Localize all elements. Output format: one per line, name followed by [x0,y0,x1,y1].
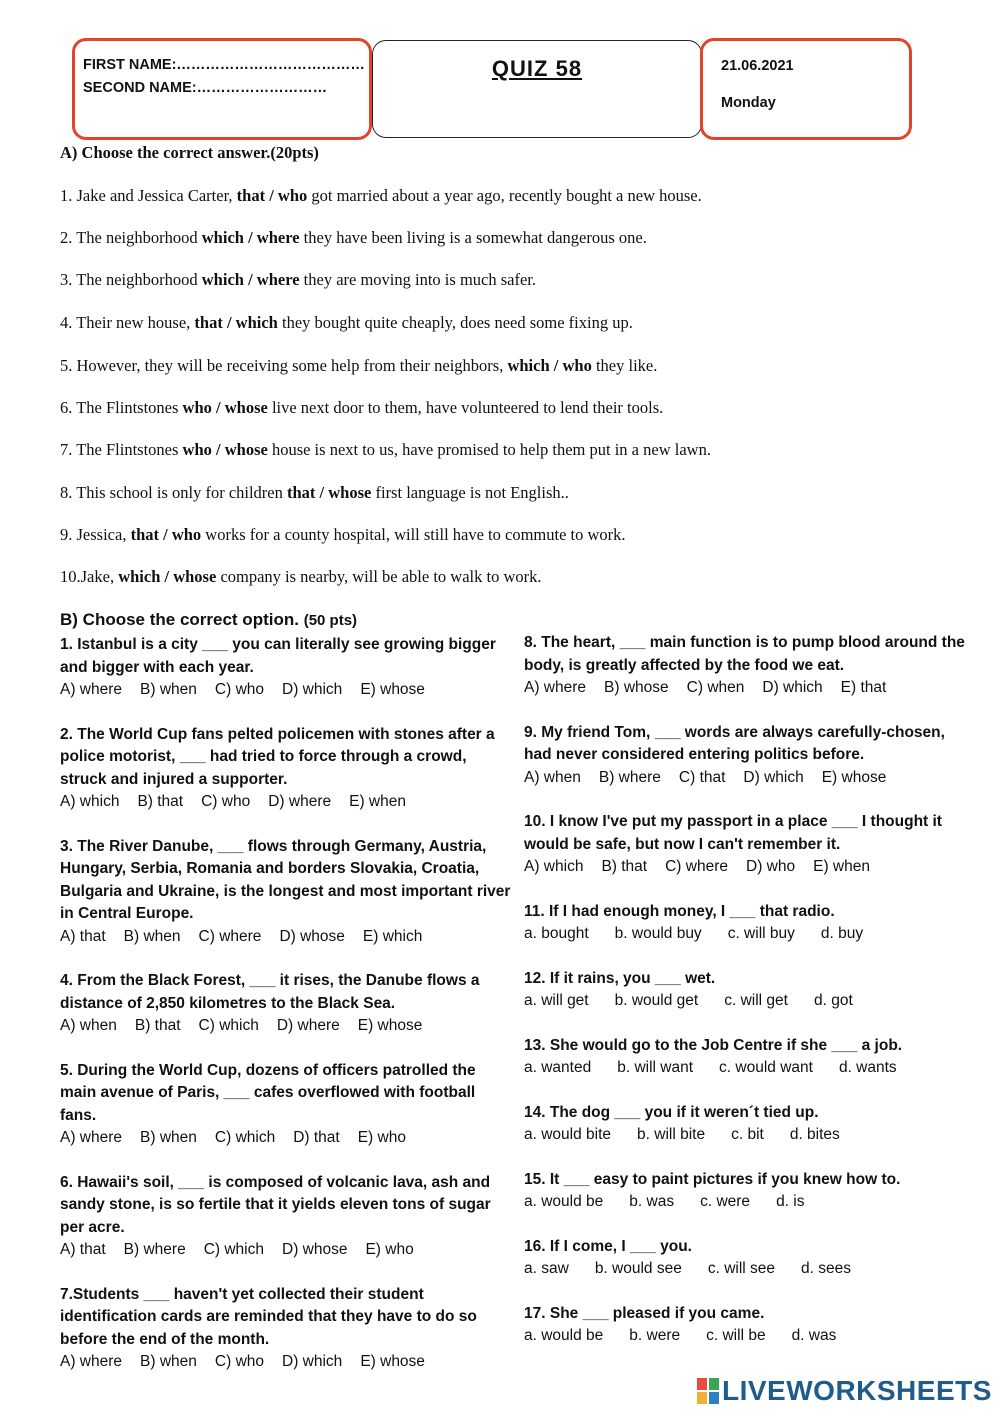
question-a-item [60,313,633,333]
first-name-field[interactable]: FIRST NAME:………………………………… [83,57,365,73]
option[interactable]: C) who [214,681,265,698]
question-b-right-2: 10. I know I've put my passport in a place ___ I thought it would be safe, but now I can't remember it. [524,813,942,853]
option[interactable]: A) where [60,681,123,698]
question-text: 10.Jake, [60,567,119,586]
option[interactable]: E) who [365,1241,414,1258]
option[interactable]: D) who [746,858,796,875]
question-b-left-2: 3. The River Danube, ___ flows through Germany, Austria, Hungary, Serbia, Romania and borders Slovakia, Croatia, Bulgaria and Ukraine, is the longest and most important river in Central Europe. [60,837,511,922]
options-row [524,990,974,1013]
options-row [60,791,512,814]
logo-mark-icon [697,1378,719,1404]
option[interactable]: C) who [201,793,251,810]
option[interactable]: b. would get [614,992,699,1009]
section-a-title: A) Choose the correct answer.(20pts) [60,143,319,162]
option[interactable]: D) which [282,681,343,698]
option[interactable]: b. were [629,1327,681,1344]
question-a-item [60,525,626,545]
option[interactable]: b. will want [617,1059,694,1076]
option[interactable]: D) where [276,1017,340,1034]
question-b-right-7: 15. It ___ easy to paint pictures if you knew how to. [524,1170,901,1188]
logo-square-red [697,1378,707,1390]
question-b-left-5: 6. Hawaii's soil, ___ is composed of volcanic lava, ash and sandy stone, is so fertile that it yields eleven tons of sugar per acre. [60,1173,491,1236]
option[interactable]: B) where [123,1241,186,1258]
date-box [700,38,912,140]
option[interactable]: C) which [198,1017,259,1034]
option[interactable]: B) when [140,681,197,698]
option[interactable]: a. saw [524,1260,569,1277]
option[interactable]: B) that [137,793,184,810]
question-gap [60,1038,512,1060]
question-gap [524,1147,974,1169]
option[interactable]: a. would be [524,1193,604,1210]
question-gap [524,789,974,811]
options-row [60,1239,512,1262]
option[interactable]: E) when [813,858,870,875]
question-gap [524,1080,974,1102]
option[interactable]: D) which [743,768,804,786]
section-b-right-column [524,632,974,1348]
question-text: 4. Their new house, [60,313,195,332]
question-a-item [60,567,542,587]
answer-choice[interactable]: which / where [201,228,300,247]
option[interactable]: c. will see [707,1260,776,1277]
question-gap [524,1214,974,1236]
question-gap [524,700,974,722]
second-name-field[interactable]: SECOND NAME:……………………… [83,80,328,96]
logo-square-blue [709,1392,719,1404]
options-row [60,1127,512,1150]
option[interactable]: d. buy [820,925,864,942]
section-b-points: (50 pts) [303,612,358,629]
question-b-right-0: 8. The heart, ___ main function is to pump blood around the body, is greatly affected by the food we eat. [524,634,965,674]
question-gap [524,1013,974,1035]
option[interactable]: D) whose [282,1241,348,1258]
section-b-left-column [60,634,512,1374]
question-gap [60,1262,512,1284]
question-b-right-9: 17. She ___ pleased if you came. [524,1304,765,1322]
question-text: first language is not English.. [371,483,569,502]
option[interactable]: E) whose [360,681,425,698]
question-text: house is next to us, have promised to help them put in a new lawn. [267,440,711,459]
option[interactable]: B) where [598,768,661,786]
option[interactable]: c. would want [719,1059,813,1076]
question-gap [524,1281,974,1303]
quiz-title: QUIZ 58 [491,56,583,81]
options-row [524,1057,974,1080]
question-text: 5. However, they will be receiving some help from their neighbors, [60,356,508,375]
answer-choice[interactable]: that / who [130,525,202,544]
question-text: they have been living is a somewhat dangerous one. [299,228,647,247]
option[interactable]: a. bought [524,925,589,942]
option[interactable]: a. would bite [524,1126,612,1143]
option[interactable]: b. was [629,1193,675,1210]
option[interactable]: B) whose [604,679,669,696]
liveworksheets-logo [697,1375,992,1407]
option[interactable]: c. will buy [727,925,795,942]
question-gap [60,702,512,724]
option[interactable]: B) when [140,1353,197,1370]
option[interactable]: E) who [357,1129,406,1146]
answer-choice[interactable]: which / who [507,356,592,375]
option[interactable]: A) where [60,1129,123,1146]
question-b-right-6: 14. The dog ___ you if it weren´t tied up. [524,1103,819,1121]
question-b-left-6: 7.Students ___ haven't yet collected their student identification cards are reminded that they have to do so before the end of the month. [60,1285,477,1348]
option[interactable]: A) that [60,927,106,945]
option[interactable]: A) which [60,793,120,810]
option[interactable]: A) that [60,1241,106,1258]
option[interactable]: D) whose [279,927,345,945]
option[interactable]: C) that [678,768,726,786]
options-row [524,923,974,946]
option[interactable]: E) whose [357,1017,423,1034]
options-row [524,767,974,790]
option[interactable]: D) which [282,1353,343,1370]
question-gap [60,814,512,836]
option[interactable]: C) who [214,1353,265,1370]
question-text: 8. This school is only for children [60,483,288,502]
question-b-left-0: 1. Istanbul is a city ___ you can literally see growing bigger and bigger with each year. [60,636,496,676]
question-text: 9. Jessica, [60,525,131,544]
options-row [60,1015,512,1038]
question-b-left-4: 5. During the World Cup, dozens of officers patrolled the main avenue of Paris, ___ cafes overflowed with football fans. [60,1061,476,1124]
answer-choice[interactable]: who / whose [182,440,268,459]
option[interactable]: A) when [60,1017,117,1034]
day-text: Monday [721,95,776,111]
option[interactable]: E) whose [360,1353,425,1370]
option[interactable]: a. wanted [524,1059,592,1076]
section-b-title-text: B) Choose the correct option. [60,610,299,629]
logo-square-yellow [697,1392,707,1404]
option[interactable]: C) which [214,1129,276,1146]
option[interactable]: B) when [140,1129,197,1146]
logo-text: LIVEWORKSHEETS [722,1375,992,1406]
option[interactable]: E) whose [821,768,887,786]
question-a-item [60,186,702,206]
option[interactable]: a. will get [524,992,589,1009]
question-text: company is nearby, will be able to walk to work. [216,567,542,586]
question-text: got married about a year ago, recently bought a new house. [307,186,702,205]
options-row [60,926,512,949]
option[interactable]: C) which [203,1241,264,1258]
option[interactable]: B) that [134,1017,181,1034]
options-row [60,1351,512,1374]
option[interactable]: D) that [293,1129,340,1146]
question-text: 6. The Flintstones [60,398,183,417]
answer-choice[interactable]: who / whose [182,398,268,417]
question-b-right-3: 11. If I had enough money, I ___ that radio. [524,902,835,920]
question-a-item [60,398,663,418]
option[interactable]: C) where [198,927,262,945]
question-text: they are moving into is much safer. [299,270,536,289]
option[interactable]: d. sees [801,1260,852,1277]
date-text: 21.06.2021 [721,58,794,74]
question-b-right-5: 13. She would go to the Job Centre if she ___ a job. [524,1036,903,1054]
question-b-left-1: 2. The World Cup fans pelted policemen with stones after a police motorist, ___ had tried to force through a crowd, struck and injured a supporter. [60,725,495,788]
option[interactable]: b. would see [594,1260,682,1277]
option[interactable]: C) when [686,679,745,696]
question-b-left-3: 4. From the Black Forest, ___ it rises, the Danube flows a distance of 2,850 kilometres to the Black Sea. [60,972,480,1012]
question-text: 7. The Flintstones [60,440,183,459]
option[interactable]: A) which [524,858,584,875]
option[interactable]: d. got [813,992,853,1009]
option[interactable]: d. is [776,1193,805,1210]
logo-square-green [709,1378,719,1390]
question-a-item [60,356,657,376]
answer-choice[interactable]: that / who [236,186,308,205]
option[interactable]: E) when [349,793,406,810]
question-text: 3. The neighborhood [60,270,202,289]
section-b-title [60,610,357,630]
question-b-right-4: 12. If it rains, you ___ wet. [524,969,716,987]
question-a-item [60,228,647,248]
options-row [60,679,512,702]
option[interactable]: b. would buy [614,925,702,942]
option[interactable]: C) where [665,858,728,875]
question-text: 1. Jake and Jessica Carter, [60,186,237,205]
question-text: live next door to them, have volunteered to lend their tools. [267,398,664,417]
option[interactable]: B) that [601,858,648,875]
option[interactable]: A) where [524,679,587,696]
option[interactable]: c. will get [724,992,788,1009]
question-text: they bought quite cheaply, does need some fixing up. [277,313,633,332]
options-row [524,1191,974,1214]
question-b-right-1: 9. My friend Tom, ___ words are always carefully-chosen, had never considered entering politics before. [524,723,945,763]
option[interactable]: c. bit [731,1126,764,1143]
question-gap [524,879,974,901]
question-gap [524,946,974,968]
options-row [524,1325,974,1348]
option[interactable]: E) that [840,679,887,696]
answer-choice[interactable]: which / where [201,270,300,289]
question-gap [60,1150,512,1172]
option[interactable]: a. would be [524,1327,604,1344]
question-gap [60,948,512,970]
option[interactable]: A) when [524,768,581,786]
option[interactable]: A) where [60,1353,123,1370]
option[interactable]: d. wants [838,1059,897,1076]
question-a-item [60,483,569,503]
option[interactable]: E) which [362,927,423,945]
option[interactable]: d. was [791,1327,837,1344]
options-row [524,677,974,700]
options-row [524,1124,974,1147]
options-row [524,856,974,879]
question-a-item [60,270,536,290]
option[interactable]: D) where [268,793,332,810]
question-text: works for a county hospital, will still have to commute to work. [201,525,626,544]
option[interactable]: D) which [762,679,823,696]
options-row [524,1258,974,1281]
option[interactable]: B) when [123,927,181,945]
question-a-item [60,440,711,460]
question-text: they like. [591,356,658,375]
answer-choice[interactable]: that / whose [287,483,372,502]
option[interactable]: d. bites [789,1126,840,1143]
name-box [72,38,372,140]
option[interactable]: c. were [700,1193,751,1210]
question-b-right-8: 16. If I come, I ___ you. [524,1237,692,1255]
option[interactable]: c. will be [706,1327,766,1344]
title-box [372,40,702,138]
answer-choice[interactable]: that / which [194,313,278,332]
question-text: 2. The neighborhood [60,228,202,247]
option[interactable]: b. will bite [637,1126,706,1143]
answer-choice[interactable]: which / whose [118,567,217,586]
